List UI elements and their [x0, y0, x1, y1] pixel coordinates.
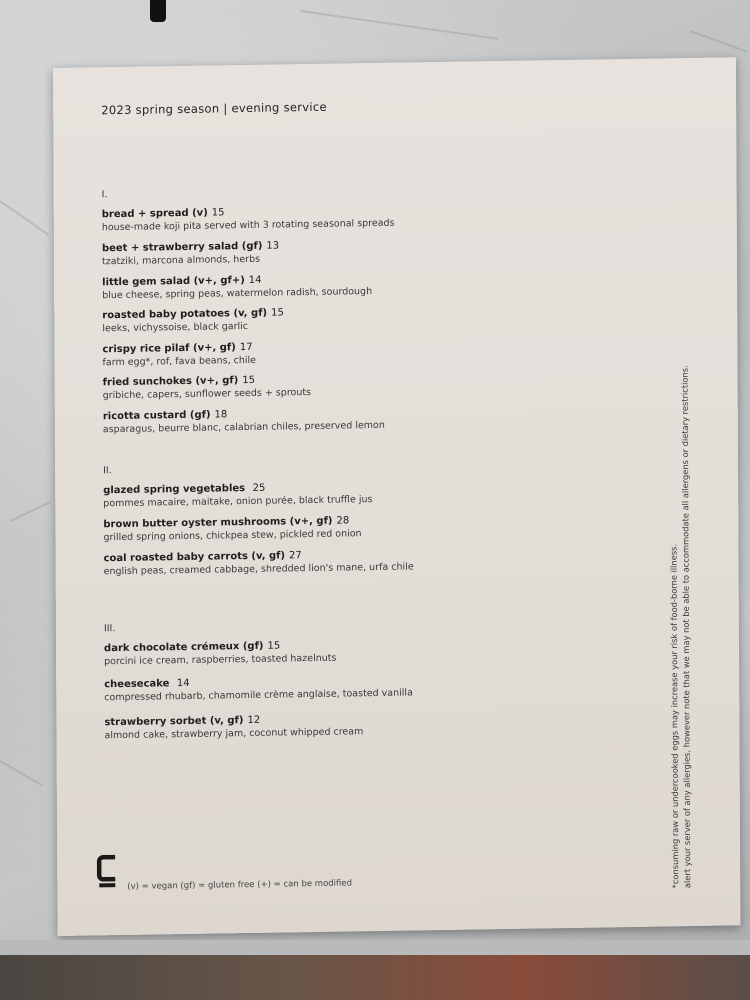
menu-header: 2023 spring season | evening service: [101, 99, 327, 118]
disclaimer-line-1: *consuming raw or undercooked eggs may increase your risk of food-borne illness.: [668, 543, 681, 889]
disclaimer-line-2: alert your server of any allergies, however note that we may not be able to accommodate all allergens or dietary restrictions.: [679, 365, 693, 889]
menu-card: [53, 57, 740, 936]
item-name: cheesecake: [104, 678, 170, 691]
item-price: 12: [247, 714, 261, 727]
item-tags: (v): [192, 207, 208, 219]
black-object: [150, 0, 166, 22]
menu-item: [102, 303, 582, 335]
item-price: 27: [289, 550, 302, 562]
item-description: pommes macaire, maitake, onion purée, black truffle jus: [103, 494, 373, 510]
item-description: grilled spring onions, chickpea stew, pickled red onion: [103, 528, 362, 544]
item-name: ricotta custard: [102, 409, 187, 423]
item-description: asparagus, beurre blanc, calabrian chiles, preserved lemon: [102, 419, 385, 436]
allergen-disclaimer: [666, 348, 693, 888]
menu-item: [102, 337, 582, 369]
item-tags: (v+, gf): [192, 342, 236, 354]
item-tags: (gf): [242, 640, 264, 653]
item-description: english peas, creamed cabbage, shredded lion's mane, urfa chile: [103, 561, 414, 578]
item-price: 25: [252, 482, 266, 494]
item-name: roasted baby potatoes: [102, 308, 231, 322]
menu-item: [102, 270, 582, 302]
item-description: compressed rhubarb, chamomile crème anglaise, toasted vanilla: [104, 687, 413, 704]
item-description: gribiche, capers, sunflower seeds + sprouts: [102, 386, 312, 402]
menu-item: [104, 710, 584, 742]
item-name: fried sunchokes: [102, 375, 193, 389]
item-name: strawberry sorbet: [104, 715, 207, 729]
item-name: coal roasted baby carrots: [103, 550, 248, 565]
menu-item: [103, 370, 583, 402]
item-description: blue cheese, spring peas, watermelon radish, sourdough: [102, 286, 373, 302]
item-tags: (v, gf): [251, 550, 286, 562]
menu-item: [102, 202, 582, 234]
item-price: 15: [211, 207, 225, 219]
item-name: dark chocolate crémeux: [104, 641, 240, 655]
menu-item: [103, 478, 583, 510]
menu-item: [104, 546, 584, 578]
item-description: porcini ice cream, raspberries, toasted hazelnuts: [104, 652, 337, 668]
section-label-3: III.: [103, 623, 116, 635]
dietary-legend: (v) = vegan (gf) = gluten free (+) = can be modified: [127, 878, 353, 892]
item-name: brown butter oyster mushrooms: [103, 516, 287, 531]
item-name: little gem salad: [102, 275, 191, 289]
item-price: 15: [271, 307, 284, 319]
item-description: farm egg*, rof, fava beans, chile: [102, 354, 257, 369]
menu-item: [103, 512, 583, 544]
fabric: [0, 955, 750, 1000]
item-tags: (gf): [189, 409, 211, 421]
item-price: 14: [248, 274, 262, 286]
item-tags: (v+, gf+): [193, 275, 245, 287]
item-price: 17: [239, 341, 253, 354]
item-tags: (gf): [241, 240, 263, 253]
item-price: 14: [176, 677, 190, 690]
section-label-2: II.: [103, 465, 112, 477]
restaurant-logo: [95, 853, 121, 889]
section-label-1: I.: [101, 189, 108, 201]
item-description: leeks, vichyssoise, black garlic: [102, 320, 249, 335]
item-price: 28: [336, 515, 350, 527]
menu-item: [104, 636, 584, 668]
item-price: 15: [267, 640, 281, 652]
item-description: tzatziki, marcona almonds, herbs: [101, 253, 261, 268]
item-description: almond cake, strawberry jam, coconut whipped cream: [104, 726, 364, 742]
item-name: glazed spring vegetables: [103, 483, 246, 497]
item-price: 13: [266, 240, 280, 252]
item-name: crispy rice pilaf: [102, 342, 190, 356]
item-name: bread + spread: [101, 207, 189, 221]
item-price: 18: [214, 409, 228, 421]
item-tags: (v, gf): [209, 715, 244, 727]
menu-item: [102, 236, 582, 268]
item-description: house-made koji pita served with 3 rotating seasonal spreads: [101, 217, 395, 234]
item-name: beet + strawberry salad: [101, 241, 239, 255]
item-tags: (v+, gf): [195, 375, 239, 387]
menu-item: [103, 404, 583, 436]
item-price: 15: [242, 374, 256, 387]
item-tags: (v, gf): [233, 307, 268, 320]
menu-item: [104, 672, 584, 704]
item-tags: (v+, gf): [289, 515, 333, 528]
